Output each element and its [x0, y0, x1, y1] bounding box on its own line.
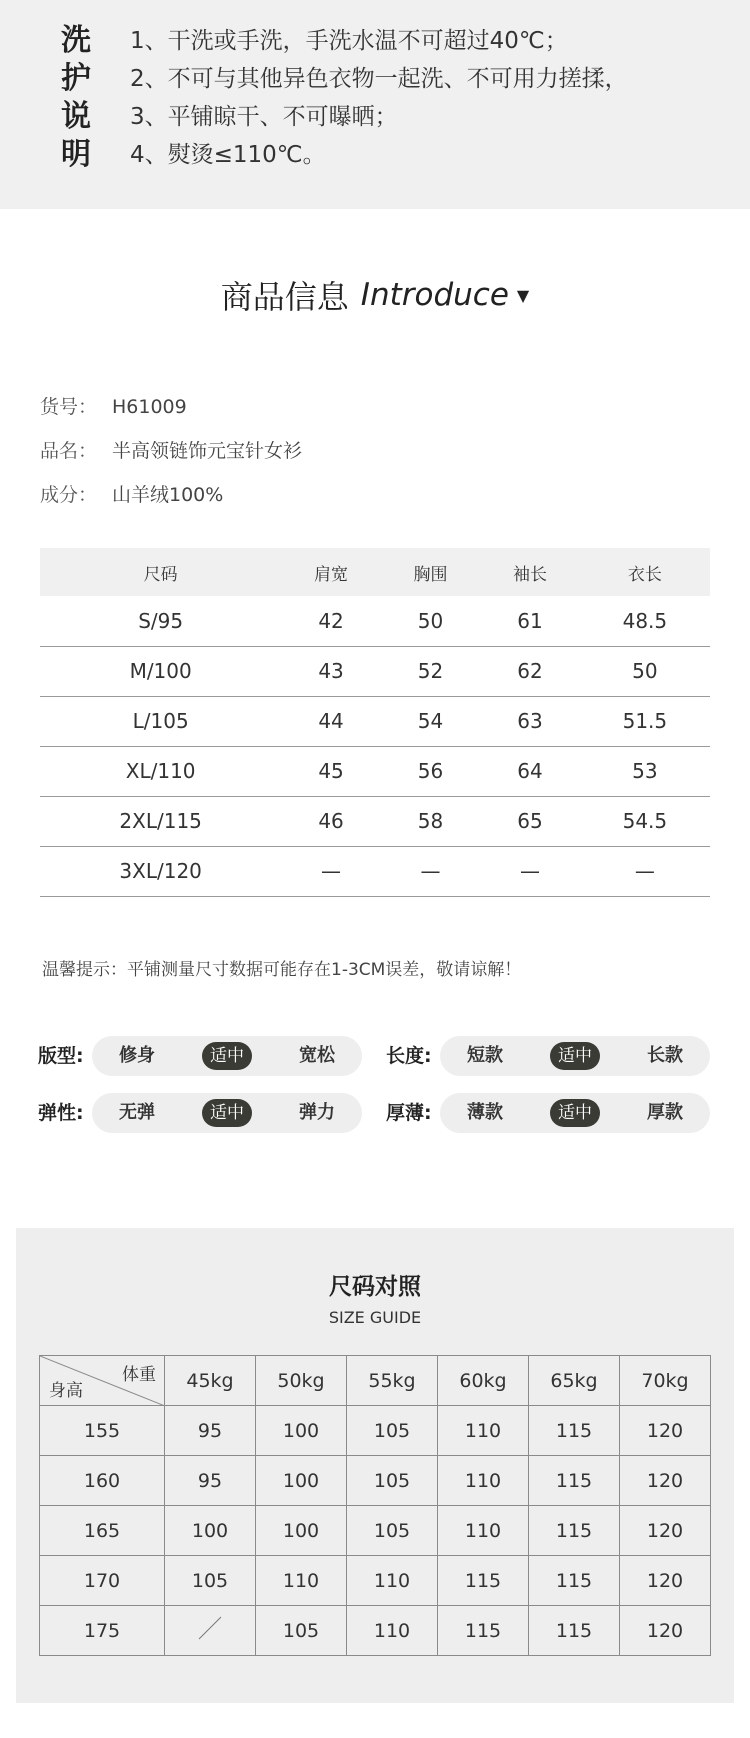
attr-option — [620, 1093, 710, 1133]
table-cell: 115 — [529, 1556, 620, 1606]
care-section — [0, 0, 750, 209]
corner-height-label: 身高 — [49, 1381, 83, 1401]
care-item: 4、熨烫≤110℃。 — [130, 142, 326, 168]
table-row — [40, 846, 710, 896]
product-info — [40, 391, 302, 523]
guide-header-row — [40, 1356, 711, 1406]
table-cell: 95 — [165, 1456, 256, 1506]
table-cell: 52 — [381, 646, 480, 696]
attr-elasticity — [38, 1093, 364, 1133]
table-cell: M/100 — [40, 646, 281, 696]
table-cell: 46 — [281, 796, 380, 846]
table-row — [40, 1506, 711, 1556]
table-cell: 110 — [438, 1406, 529, 1456]
header-cell: 胸围 — [381, 548, 480, 596]
table-cell: 110 — [438, 1456, 529, 1506]
table-cell: 54.5 — [580, 796, 710, 846]
table-row — [40, 746, 710, 796]
table-cell: — — [480, 846, 579, 896]
info-label: 货号： — [40, 396, 98, 418]
attr-option-selected — [530, 1036, 620, 1076]
attr-scale — [440, 1036, 710, 1076]
header-cell: 袖长 — [480, 548, 579, 596]
height-cell: 155 — [40, 1406, 165, 1456]
care-item: 1、干洗或手洗，手洗水温不可超过40℃； — [130, 28, 568, 54]
attr-option-label: 适中 — [550, 1042, 600, 1070]
attr-option-label: 适中 — [550, 1099, 600, 1127]
table-cell: — — [281, 846, 380, 896]
table-cell: 120 — [620, 1556, 711, 1606]
attr-option — [620, 1036, 710, 1076]
weight-header: 50kg — [256, 1356, 347, 1406]
info-value: H61009 — [112, 396, 187, 418]
table-cell: 44 — [281, 696, 380, 746]
care-title — [56, 22, 96, 174]
attr-option-label: 短款 — [467, 1045, 503, 1066]
care-title-char: 洗 — [61, 23, 91, 58]
table-cell: 100 — [256, 1456, 347, 1506]
weight-header: 55kg — [347, 1356, 438, 1406]
info-value: 山羊绒100% — [112, 484, 224, 506]
attr-label: 厚薄: — [386, 1102, 432, 1124]
table-row — [40, 1556, 711, 1606]
table-cell: XL/110 — [40, 746, 281, 796]
table-cell: 120 — [620, 1406, 711, 1456]
table-cell: 100 — [165, 1506, 256, 1556]
size-table-header — [40, 548, 710, 596]
table-cell: 100 — [256, 1406, 347, 1456]
table-cell: 43 — [281, 646, 380, 696]
attr-option — [272, 1036, 362, 1076]
size-guide — [16, 1228, 734, 1703]
table-cell: 110 — [347, 1606, 438, 1656]
corner-cell — [40, 1356, 165, 1406]
attr-option — [272, 1093, 362, 1133]
na-cell — [165, 1606, 256, 1656]
attr-option-label: 修身 — [119, 1045, 155, 1066]
height-cell: 170 — [40, 1556, 165, 1606]
attr-option-selected — [182, 1036, 272, 1076]
table-cell: 105 — [347, 1456, 438, 1506]
attr-scale — [92, 1093, 362, 1133]
info-label: 成分： — [40, 484, 98, 506]
table-cell: 105 — [256, 1606, 347, 1656]
table-cell: 115 — [529, 1406, 620, 1456]
slash-icon — [195, 1613, 225, 1643]
attr-option-label: 薄款 — [467, 1102, 503, 1123]
header-cell: 肩宽 — [281, 548, 380, 596]
care-item: 3、平铺晾干、不可曝晒； — [130, 104, 398, 130]
table-cell: 115 — [438, 1606, 529, 1656]
attr-option-label: 弹力 — [299, 1102, 335, 1123]
table-row — [40, 1406, 711, 1456]
table-cell: L/105 — [40, 696, 281, 746]
info-value: 半高领链饰元宝针女衫 — [112, 440, 303, 462]
table-cell: 2XL/115 — [40, 796, 281, 846]
attr-option — [440, 1036, 530, 1076]
size-guide-subtitle: SIZE GUIDE — [328, 1308, 422, 1327]
attr-label: 版型: — [38, 1045, 84, 1067]
table-cell: 53 — [580, 746, 710, 796]
table-cell: 3XL/120 — [40, 846, 281, 896]
table-cell: 120 — [620, 1456, 711, 1506]
size-guide-title: 尺码对照 — [329, 1274, 421, 1300]
table-cell: — — [580, 846, 710, 896]
attr-option — [440, 1093, 530, 1133]
table-row — [40, 696, 710, 746]
table-cell: 65 — [480, 796, 579, 846]
attr-option-selected — [530, 1093, 620, 1133]
attr-option-label: 无弹 — [119, 1102, 155, 1123]
attr-fit — [38, 1036, 364, 1076]
heading-cn: 商品信息 — [220, 278, 349, 316]
header-cell: 尺码 — [40, 548, 281, 596]
table-cell: 42 — [281, 596, 380, 646]
table-cell: 50 — [381, 596, 480, 646]
measurement-tip: 温馨提示：平铺测量尺寸数据可能存在1-3CM误差，敬请谅解！ — [42, 960, 522, 980]
table-row — [40, 596, 710, 646]
table-cell: 45 — [281, 746, 380, 796]
care-title-char: 说 — [61, 99, 91, 134]
table-cell: 50 — [580, 646, 710, 696]
attr-label: 长度: — [386, 1045, 432, 1067]
table-cell: 62 — [480, 646, 579, 696]
heading-en: Introduce — [360, 277, 509, 313]
attr-option — [92, 1093, 182, 1133]
table-cell: 120 — [620, 1506, 711, 1556]
table-cell: 100 — [256, 1506, 347, 1556]
attr-label: 弹性: — [38, 1102, 84, 1124]
weight-header: 65kg — [529, 1356, 620, 1406]
attr-option-label: 长款 — [647, 1045, 683, 1066]
table-row — [40, 796, 710, 846]
attr-option-label: 宽松 — [299, 1045, 335, 1066]
attr-thickness — [386, 1093, 712, 1133]
triangle-down-icon: ▼ — [516, 285, 530, 305]
table-cell: 95 — [165, 1406, 256, 1456]
care-instructions — [130, 22, 628, 174]
attr-option-label: 适中 — [202, 1042, 252, 1070]
info-label: 品名： — [40, 440, 98, 462]
table-cell: 63 — [480, 696, 579, 746]
table-cell: 61 — [480, 596, 579, 646]
table-cell: 58 — [381, 796, 480, 846]
product-info-heading — [0, 272, 750, 318]
table-cell: 115 — [529, 1456, 620, 1506]
table-row — [40, 1456, 711, 1506]
table-cell: 115 — [529, 1506, 620, 1556]
weight-header: 70kg — [620, 1356, 711, 1406]
table-cell: 110 — [438, 1506, 529, 1556]
care-title-char: 明 — [61, 137, 91, 172]
table-cell: 51.5 — [580, 696, 710, 746]
table-row — [40, 1606, 711, 1656]
height-cell: 160 — [40, 1456, 165, 1506]
weight-header: 45kg — [165, 1356, 256, 1406]
table-cell: 120 — [620, 1606, 711, 1656]
attr-option — [92, 1036, 182, 1076]
header-cell: 衣长 — [580, 548, 710, 596]
size-guide-table — [39, 1355, 711, 1656]
table-cell: S/95 — [40, 596, 281, 646]
height-cell: 175 — [40, 1606, 165, 1656]
table-cell: 105 — [347, 1506, 438, 1556]
info-row-material — [40, 479, 302, 523]
table-cell: 56 — [381, 746, 480, 796]
table-cell: 115 — [529, 1606, 620, 1656]
table-cell: 64 — [480, 746, 579, 796]
corner-weight-label: 体重 — [122, 1365, 156, 1385]
attr-scale — [92, 1036, 362, 1076]
table-cell: 115 — [438, 1556, 529, 1606]
table-cell: 110 — [347, 1556, 438, 1606]
table-cell: 48.5 — [580, 596, 710, 646]
attr-scale — [440, 1093, 710, 1133]
table-row — [40, 646, 710, 696]
table-cell: — — [381, 846, 480, 896]
attr-option-label: 厚款 — [647, 1102, 683, 1123]
table-cell: 105 — [165, 1556, 256, 1606]
info-row-sku — [40, 391, 302, 435]
table-cell: 54 — [381, 696, 480, 746]
weight-header: 60kg — [438, 1356, 529, 1406]
info-row-name — [40, 435, 302, 479]
care-title-char: 护 — [61, 61, 91, 96]
table-cell: 105 — [347, 1406, 438, 1456]
care-item: 2、不可与其他异色衣物一起洗、不可用力搓揉， — [130, 66, 628, 92]
attr-option-label: 适中 — [202, 1099, 252, 1127]
attr-option-selected — [182, 1093, 272, 1133]
table-cell: 110 — [256, 1556, 347, 1606]
height-cell: 165 — [40, 1506, 165, 1556]
attr-length — [386, 1036, 712, 1076]
size-table — [40, 548, 710, 897]
